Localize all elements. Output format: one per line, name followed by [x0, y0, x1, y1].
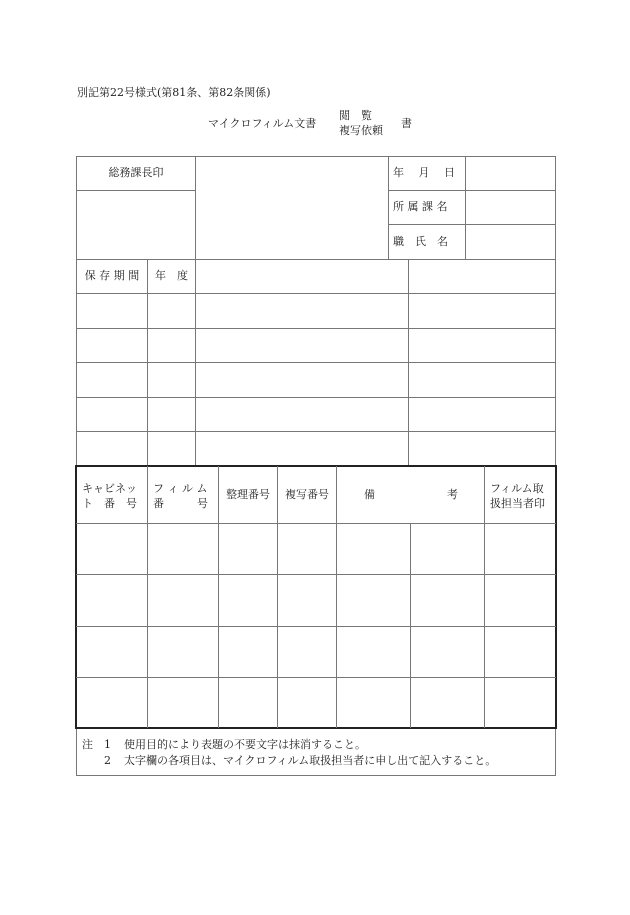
department-label: 所 属 課 名	[393, 200, 448, 214]
date-label: 年 月 日	[393, 166, 455, 180]
title-suffix: 書	[401, 117, 412, 130]
note-2-number: 2	[104, 754, 111, 767]
form-reference: 別記第22号様式(第81条、第82条関係)	[77, 86, 271, 99]
note-1-text: 使用目的により表題の不要文字は抹消すること。	[124, 738, 366, 751]
title-option-copy: 複写依頼	[339, 124, 383, 137]
note-1-number: 1	[104, 738, 111, 751]
remarks-label-left: 備	[364, 488, 375, 501]
note-2-text: 太字欄の各項目は、マイクロフィルム取扱担当者に申し出て記入すること。	[124, 754, 497, 767]
film-number-label-line1: フ ィ ル ム	[153, 482, 208, 495]
cabinet-number-label-line2: ト 番 号	[82, 497, 137, 510]
retention-period-label: 保 存 期 間	[84, 269, 140, 283]
title-option-view: 閲 覧	[339, 109, 372, 122]
cabinet-number-label-line1: キャビネッ	[82, 482, 137, 495]
general-affairs-chief-seal-label: 総務課長印	[108, 166, 164, 180]
film-staff-seal-label-line1: フィルム取	[490, 482, 544, 495]
remarks-label-right: 考	[447, 488, 458, 501]
arrangement-number-label: 整理番号	[226, 487, 270, 501]
position-name-label: 職 氏 名	[393, 234, 448, 248]
title-prefix: マイクロフィルム文書	[208, 117, 317, 130]
fiscal-year-label: 年 度	[155, 269, 188, 283]
film-staff-seal-label-line2: 扱担当者印	[490, 497, 545, 510]
film-number-label-line2: 番 号	[153, 497, 208, 510]
notes-label: 注	[82, 738, 93, 751]
copy-number-label: 複写番号	[285, 487, 329, 501]
